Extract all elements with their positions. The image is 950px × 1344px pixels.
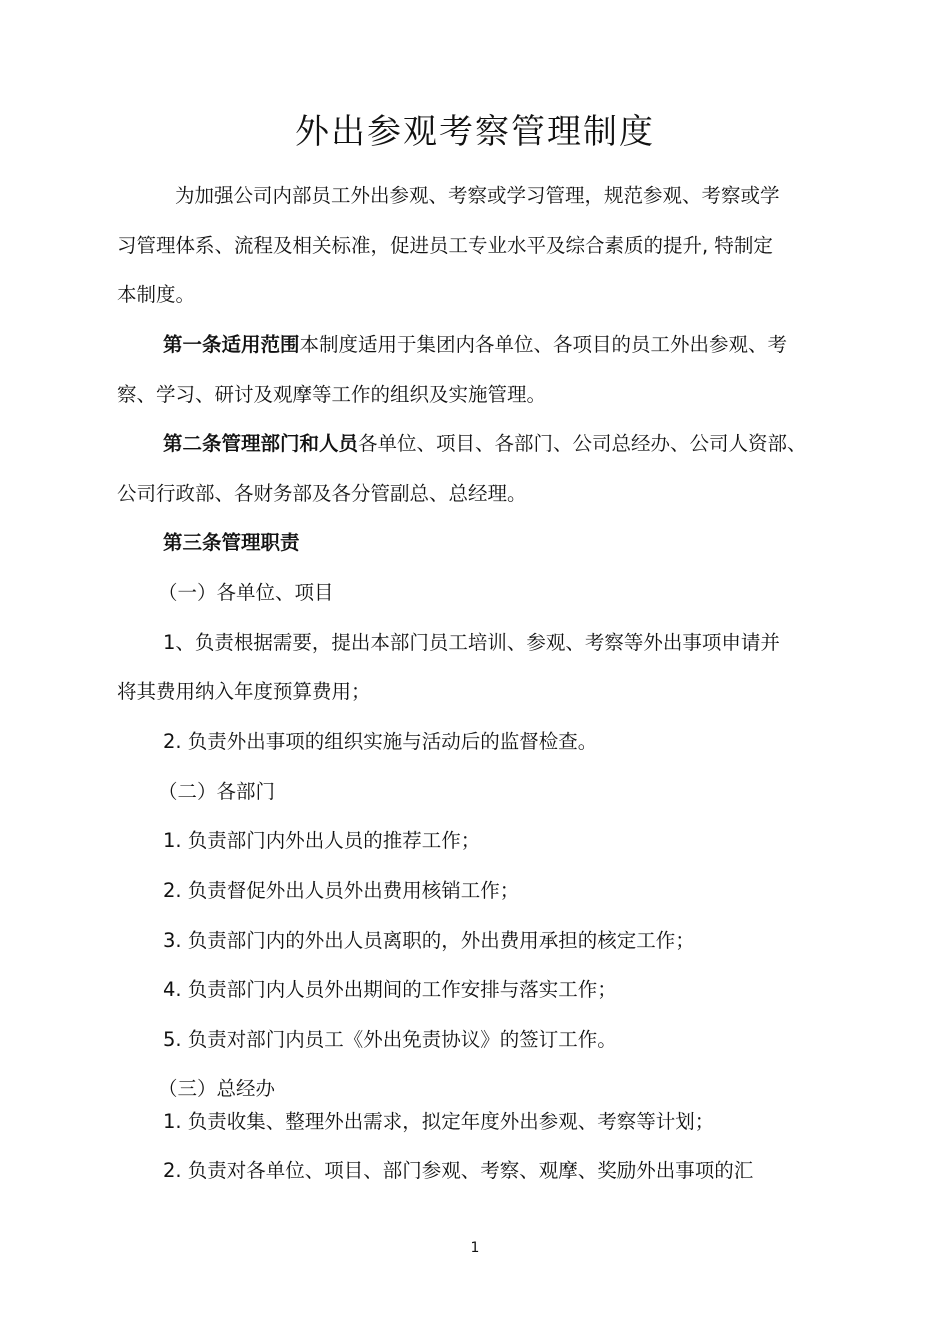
section-2-item-3: 3. 负责部门内的外出人员离职的，外出费用承担的核定工作；	[163, 929, 695, 952]
article-2-line-1	[163, 430, 807, 458]
section-3-title: （三）总经办	[158, 1077, 276, 1100]
section-1-item-2: 2. 负责外出事项的组织实施与活动后的监督检查。	[163, 730, 598, 753]
article-1-text: 本制度适用于集团内各单位、各项目的员工外出参观、考	[299, 333, 788, 356]
section-1-title: （一）各单位、项目	[158, 581, 334, 604]
section-2-item-1: 1. 负责部门内外出人员的推荐工作；	[163, 829, 481, 852]
intro-line-3: 本制度。	[117, 283, 196, 306]
section-1-item-1-line-2: 将其费用纳入年度预算费用；	[117, 680, 371, 703]
section-1-item-1-line-1: 1、负责根据需要，提出本部门员工培训、参观、考察等外出事项申请并	[163, 631, 780, 654]
section-3-item-1: 1. 负责收集、整理外出需求，拟定年度外出参观、考察等计划；	[163, 1110, 715, 1133]
intro-line-1: 为加强公司内部员工外出参观、考察或学习管理，规范参观、考察或学	[175, 184, 780, 207]
article-3-heading: 第三条管理职责	[163, 531, 300, 554]
intro-line-2: 习管理体系、流程及相关标准，促进员工专业水平及综合素质的提升, 特制定	[117, 234, 773, 257]
section-2-item-4: 4. 负责部门内人员外出期间的工作安排与落实工作；	[163, 978, 617, 1001]
article-1-line-2: 察、学习、研讨及观摩等工作的组织及实施管理。	[117, 383, 547, 406]
section-2-title: （二）各部门	[158, 780, 276, 803]
article-1-heading: 第一条适用范围	[163, 333, 300, 356]
page-number: 1	[470, 1240, 480, 1256]
section-3-item-2: 2. 负责对各单位、项目、部门参观、考察、观摩、奖励外出事项的汇	[163, 1159, 754, 1182]
article-2-heading: 第二条管理部门和人员	[163, 432, 359, 455]
article-1-line-1	[163, 331, 787, 359]
article-2-line-2: 公司行政部、各财务部及各分管副总、总经理。	[117, 482, 527, 505]
article-2-text: 各单位、项目、各部门、公司总经办、公司人资部、	[358, 432, 807, 455]
section-2-item-2: 2. 负责督促外出人员外出费用核销工作；	[163, 879, 520, 902]
section-2-item-5: 5. 负责对部门内员工《外出免责协议》的签订工作。	[163, 1028, 617, 1051]
document-title: 外出参观考察管理制度	[295, 112, 655, 152]
